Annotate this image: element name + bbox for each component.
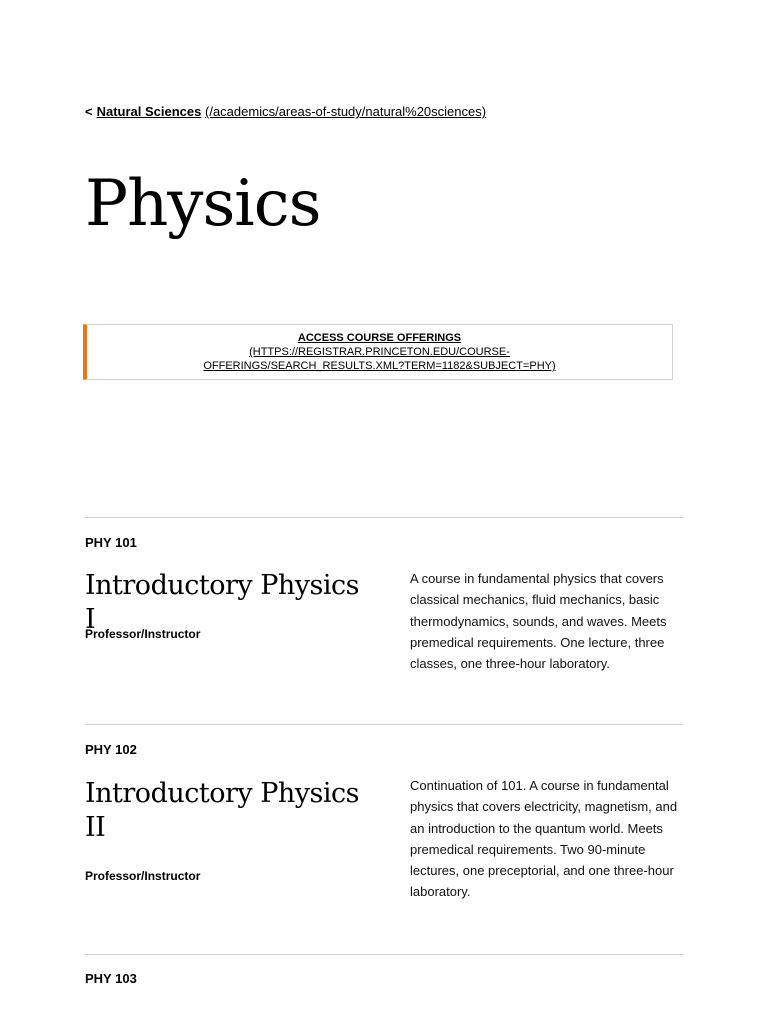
course-offerings-callout (83, 324, 673, 380)
page-title: Physics (85, 167, 321, 241)
course-description: A course in fundamental physics that covers classical mechanics, fluid mechanics, basic thermodynamics, sounds, and waves. Meets premedical requirements. One lecture, three classes, one three-hour laboratory. (410, 571, 667, 672)
course-code: PHY 101 (85, 535, 137, 550)
course-offerings-url[interactable]: (HTTPS://REGISTRAR.PRINCETON.EDU/COURSE-OFFERINGS/SEARCH_RESULTS.XML?TERM=1182&SUBJECT=PHY) (203, 346, 556, 372)
breadcrumb (85, 103, 486, 120)
breadcrumb-link-natural-sciences[interactable]: Natural Sciences (96, 104, 202, 119)
course-offerings-label[interactable]: ACCESS COURSE OFFERINGS (297, 332, 462, 344)
course-code: PHY 103 (85, 971, 137, 986)
course-title: Introductory Physics II (85, 778, 359, 843)
course-divider (85, 954, 683, 955)
breadcrumb-link-url[interactable]: (/academics/areas-of-study/natural%20sciences) (205, 104, 487, 119)
course-offerings-link[interactable] (177, 331, 582, 373)
course-code: PHY 102 (85, 742, 137, 757)
course-divider (85, 517, 683, 518)
course-instructor-label: Professor/Instructor (85, 869, 201, 883)
course-divider (85, 724, 683, 725)
course-instructor-label: Professor/Instructor (85, 627, 201, 641)
course-description: Continuation of 101. A course in fundamental physics that covers electricity, magnetism, and an introduction to the quantum world. Meets premedical requirements. Two 90-minute lectures, one preceptorial, and one three-hour laboratory. (410, 778, 678, 900)
chevron-left-icon[interactable]: < (85, 104, 93, 119)
course-title: Introductory Physics I (85, 570, 359, 635)
